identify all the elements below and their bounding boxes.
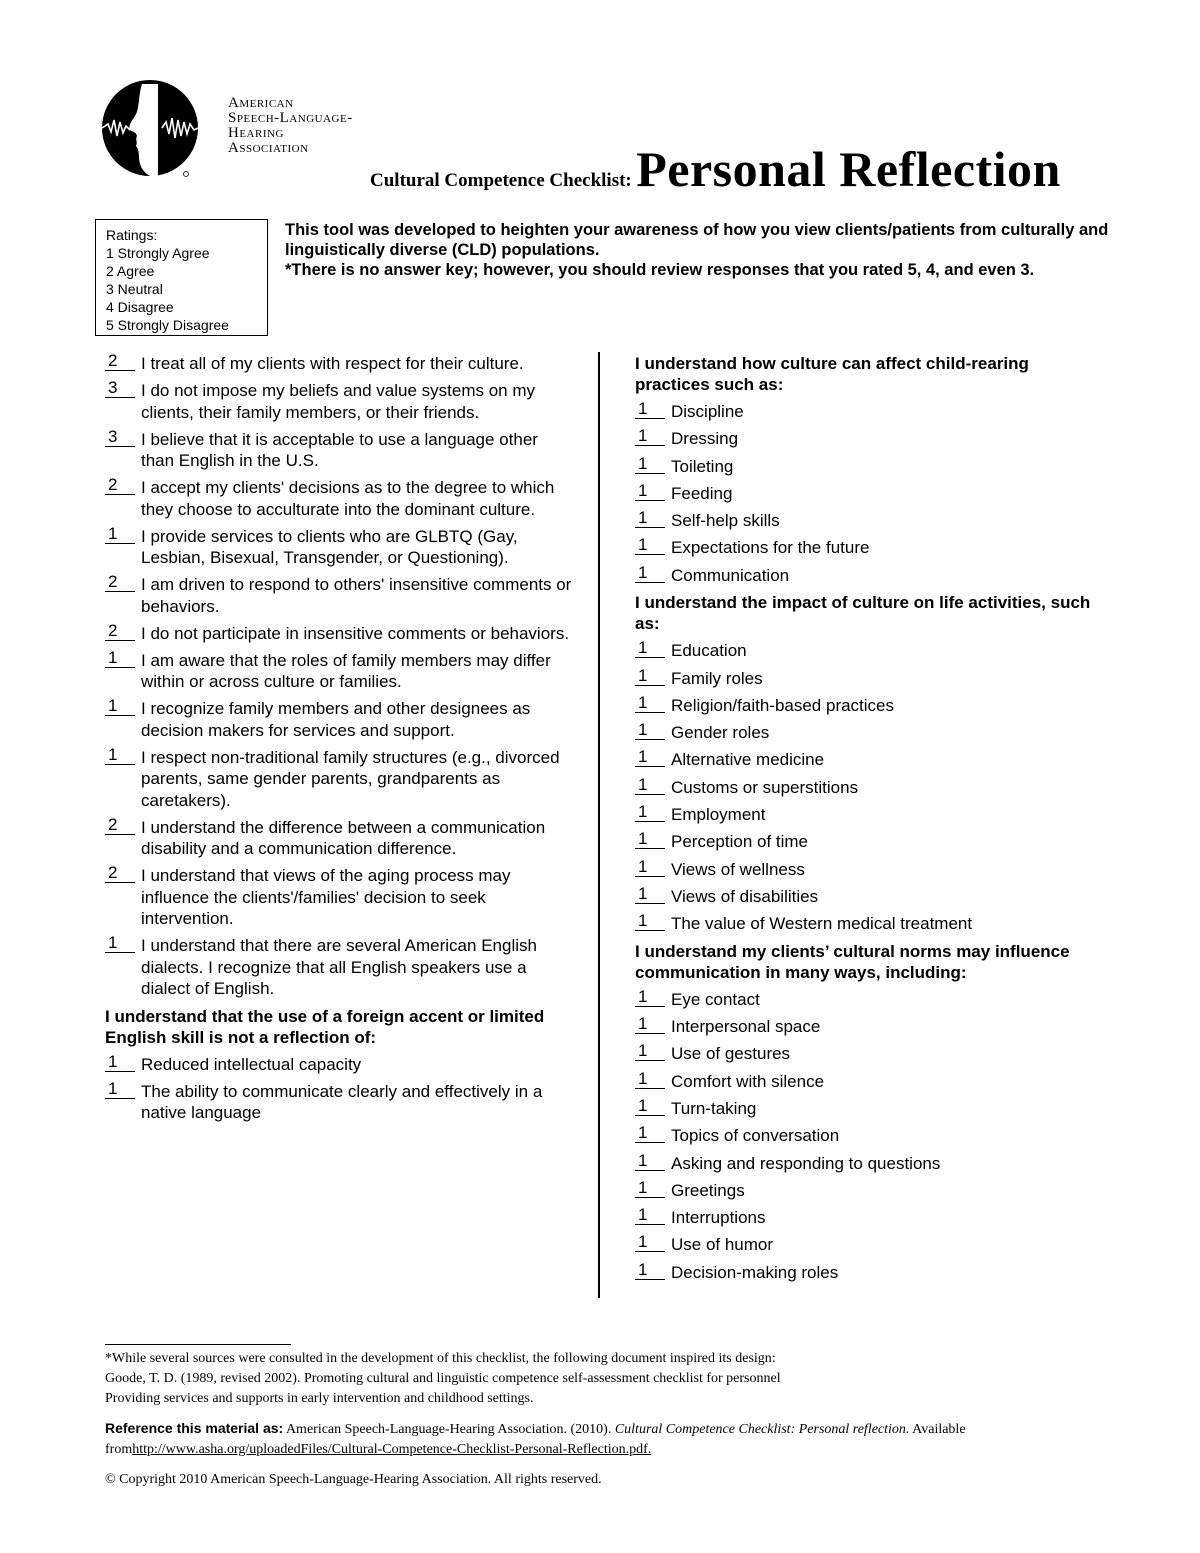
checklist-item: [635, 665, 1105, 690]
reference-available: Available from: [105, 1422, 966, 1457]
rating-option: 3 Neutral: [106, 281, 163, 297]
checklist-item: [635, 913, 1105, 935]
checklist-item-text: Interruptions: [671, 1208, 766, 1228]
rating-blank[interactable]: 2: [105, 817, 135, 835]
checklist-item-text: Self-help skills: [671, 511, 780, 531]
checklist-item-text: I accept my clients' decisions as to the degree to which they choose to acculturate into the dominant culture.: [141, 478, 555, 519]
left-column: [105, 353, 575, 1129]
checklist-item-text: I understand the difference between a communication disability and a communication difference.: [141, 817, 546, 858]
checklist-item-text: I am aware that the roles of family members may differ within or across culture or families.: [141, 650, 551, 691]
section-heading: I understand the impact of culture on life activities, such as:: [635, 593, 1091, 634]
checklist-item: [635, 1125, 1105, 1147]
rating-blank[interactable]: 2: [105, 574, 135, 592]
checklist-item-text: Use of humor: [671, 1235, 774, 1255]
reference-title: Cultural Competence Checklist: Personal reflection.: [614, 1422, 910, 1437]
rating-blank[interactable]: 1: [635, 1016, 665, 1034]
checklist-item-text: Gender roles: [671, 723, 770, 743]
rating-option: 2 Agree: [106, 263, 155, 279]
footnote: [105, 1349, 1005, 1409]
rating-option: 4 Disagree: [106, 299, 174, 315]
rating-blank[interactable]: 1: [635, 456, 665, 474]
checklist-item-text: Alternative medicine: [671, 750, 825, 770]
checklist-item: [635, 692, 1105, 717]
checklist-item: [105, 620, 575, 645]
checklist-item: [105, 698, 575, 741]
checklist-item: [635, 1016, 1105, 1038]
checklist-item-text: Asking and responding to questions: [671, 1153, 941, 1173]
checklist-item: [635, 986, 1105, 1011]
checklist-item-text: Discipline: [671, 402, 744, 421]
checklist-item: [105, 426, 575, 472]
rating-blank[interactable]: 1: [635, 640, 665, 658]
checklist-item: [635, 804, 1105, 826]
checklist-item-text: I provide services to clients who are GLBTQ (Gay, Lesbian, Bisexual, Transgender, or Questioning).: [141, 526, 518, 567]
rating-blank[interactable]: 1: [105, 1054, 135, 1072]
checklist-item-text: Topics of conversation: [671, 1126, 840, 1146]
rating-blank[interactable]: 2: [105, 623, 135, 641]
checklist-item: [635, 1150, 1105, 1175]
intro-note: *There is no answer key; however, you should review responses that you rated 5, 4, and even 3.: [285, 261, 1035, 279]
checklist-item-text: I respect non-traditional family structures (e.g., divorced parents, same gender parents, grandparents as caretakers).: [141, 747, 560, 810]
checklist-item-text: The ability to communicate clearly and effectively in a native language: [141, 1081, 543, 1122]
checklist-item-text: Interpersonal space: [671, 1017, 821, 1037]
checklist-item-text: Communication: [671, 565, 790, 585]
section-heading: I understand my clients’ cultural norms may influence communication in many ways, including:: [635, 941, 1070, 982]
rating-blank[interactable]: 1: [635, 722, 665, 740]
rating-blank[interactable]: 1: [635, 428, 665, 446]
intro-description: This tool was developed to heighten your awareness of how you view clients/patients from culturally and linguistically diverse (CLD) populations.: [285, 221, 1109, 259]
rating-blank[interactable]: 1: [105, 526, 135, 544]
checklist-item: [635, 1259, 1105, 1284]
checklist-item-text: Customs or superstitions: [671, 777, 859, 797]
page-title: [370, 140, 1130, 198]
checklist-item: [635, 453, 1105, 478]
rating-option: 5 Strongly Disagree: [106, 317, 229, 333]
checklist-item-text: Perception of time: [671, 832, 809, 852]
ratings-heading: Ratings:: [106, 227, 158, 243]
checklist-item-text: Greetings: [671, 1180, 745, 1200]
rating-blank[interactable]: 1: [635, 483, 665, 501]
checklist-item: [635, 1207, 1105, 1229]
rating-blank[interactable]: 1: [635, 1153, 665, 1171]
org-name-line: American: [228, 95, 294, 111]
checklist-item-text: I understand that there are several American English dialects. I recognize that all English speakers use a dialect of English.: [141, 936, 537, 998]
checklist-title: Personal Reflection: [636, 141, 1061, 197]
checklist-item-text: I am driven to respond to others' insensitive comments or behaviors.: [141, 575, 572, 616]
checklist-item: [105, 647, 575, 693]
reference-citation: [105, 1418, 1105, 1460]
checklist-item-text: Eye contact: [671, 989, 760, 1009]
checklist-item: [635, 1177, 1105, 1202]
rating-blank[interactable]: 3: [105, 429, 135, 447]
checklist-item: [635, 1068, 1105, 1093]
rating-blank[interactable]: 1: [635, 1262, 665, 1280]
checklist-item-text: Religion/faith-based practices: [671, 695, 895, 715]
rating-blank[interactable]: 1: [105, 698, 135, 716]
footnote-line: Goode, T. D. (1989, revised 2002). Promoting cultural and linguistic competence self-assessment checklist for personnel: [105, 1371, 781, 1386]
footnote-rule: [105, 1344, 291, 1345]
checklist-item: [635, 640, 1105, 662]
rating-blank[interactable]: 1: [635, 804, 665, 822]
checklist-item: [635, 856, 1105, 881]
rating-blank[interactable]: 1: [105, 1081, 135, 1099]
rating-blank[interactable]: 1: [635, 1098, 665, 1116]
checklist-item-text: Family roles: [671, 668, 763, 688]
copyright-notice: © Copyright 2010 American Speech-Language-Hearing Association. All rights reserved.: [105, 1472, 602, 1487]
checklist-item: [635, 562, 1105, 587]
checklist-item: [635, 774, 1105, 799]
rating-blank[interactable]: 1: [635, 859, 665, 877]
checklist-item: [105, 477, 575, 520]
rating-blank[interactable]: 1: [635, 668, 665, 686]
checklist-item: [635, 749, 1105, 771]
rating-blank[interactable]: 1: [635, 749, 665, 767]
checklist-item-text: I do not impose my beliefs and value systems on my clients, their family members, or their friends.: [141, 381, 536, 422]
checklist-item: [635, 722, 1105, 744]
rating-blank[interactable]: 2: [105, 353, 135, 371]
checklist-item: [105, 523, 575, 569]
checklist-item: [635, 831, 1105, 853]
org-name-line: Speech-Language-: [228, 110, 353, 126]
checklist-item: [635, 401, 1105, 423]
checklist-item: [635, 510, 1105, 532]
rating-blank[interactable]: 1: [635, 537, 665, 555]
checklist-item: [105, 744, 575, 812]
checklist-item-text: I believe that it is acceptable to use a language other than English in the U.S.: [141, 429, 538, 470]
rating-blank[interactable]: 1: [635, 913, 665, 931]
checklist-item-text: I treat all of my clients with respect for their culture.: [141, 354, 524, 373]
rating-blank[interactable]: 1: [635, 401, 665, 419]
checklist-item-text: Education: [671, 641, 747, 661]
checklist-item-text: Decision-making roles: [671, 1262, 839, 1282]
intro-text: [285, 220, 1115, 280]
rating-option: 1 Strongly Agree: [106, 245, 210, 261]
rating-blank[interactable]: 1: [635, 695, 665, 713]
checklist-item-text: I understand that views of the aging process may influence the clients'/families' decision to seek intervention.: [141, 866, 511, 928]
reference-link[interactable]: http://www.asha.org/uploadedFiles/Cultural-Competence-Checklist-Personal-Reflection.pdf.: [132, 1442, 652, 1457]
org-name-line: Association: [228, 140, 309, 156]
rating-blank[interactable]: 1: [635, 1180, 665, 1198]
rating-blank[interactable]: 1: [635, 565, 665, 583]
org-name-line: Hearing: [228, 125, 284, 141]
checklist-item-text: Views of wellness: [671, 859, 805, 879]
asha-logo-emblem: [100, 78, 212, 178]
rating-blank[interactable]: 1: [635, 831, 665, 849]
checklist-item: [635, 480, 1105, 505]
footnote-line: Providing services and supports in early intervention and childhood settings.: [105, 1391, 534, 1406]
rating-blank[interactable]: 1: [635, 1125, 665, 1143]
checklist-item-text: The value of Western medical treatment: [671, 914, 973, 934]
checklist-item-text: Use of gestures: [671, 1044, 791, 1064]
rating-blank[interactable]: 1: [635, 1234, 665, 1252]
right-column: [635, 353, 1105, 1289]
checklist-item: [635, 883, 1105, 908]
checklist-item: [105, 1078, 575, 1124]
rating-blank[interactable]: 1: [105, 650, 135, 668]
org-name: [228, 96, 353, 156]
footnote-line: *While several sources were consulted in the development of this checklist, the following document inspired its design:: [105, 1351, 776, 1366]
checklist-item: [635, 1234, 1105, 1256]
checklist-item: [105, 935, 575, 1000]
rating-blank[interactable]: 1: [635, 777, 665, 795]
checklist-item: [635, 537, 1105, 559]
checklist-item: [635, 428, 1105, 450]
checklist-item: [105, 814, 575, 860]
checklist-item-text: Reduced intellectual capacity: [141, 1054, 362, 1074]
rating-blank[interactable]: 3: [105, 380, 135, 398]
checklist-item-text: Employment: [671, 805, 766, 825]
checklist-item: [105, 1051, 575, 1076]
rating-blank[interactable]: 2: [105, 865, 135, 883]
reference-label: Reference this material as:: [105, 1420, 284, 1436]
checklist-item-text: Views of disabilities: [671, 886, 819, 906]
rating-blank[interactable]: 1: [635, 886, 665, 904]
checklist-item: [635, 1043, 1105, 1065]
section-heading: I understand how culture can affect child-rearing practices such as:: [635, 354, 1029, 394]
column-divider: [598, 352, 600, 1298]
ratings-legend: [95, 219, 268, 336]
section-heading: I understand that the use of a foreign accent or limited English skill is not a reflection of:: [105, 1006, 545, 1047]
checklist-item-text: Expectations for the future: [671, 538, 870, 558]
checklist-item: [105, 353, 575, 375]
rating-blank[interactable]: 1: [635, 989, 665, 1007]
checklist-item: [105, 865, 575, 930]
checklist-item: [635, 1095, 1105, 1120]
rating-blank[interactable]: 2: [105, 477, 135, 495]
rating-blank[interactable]: 1: [635, 1071, 665, 1089]
asha-logo: [100, 78, 353, 178]
reference-text: American Speech-Language-Hearing Association. (2010).: [285, 1422, 612, 1437]
checklist-subtitle: Cultural Competence Checklist:: [370, 170, 632, 191]
checklist-item-text: Dressing: [671, 429, 739, 449]
rating-blank[interactable]: 1: [635, 510, 665, 528]
checklist-item-text: Comfort with silence: [671, 1071, 825, 1091]
checklist-item: [105, 574, 575, 617]
checklist-item-text: Feeding: [671, 483, 733, 503]
checklist-item-text: I do not participate in insensitive comments or behaviors.: [141, 623, 570, 643]
checklist-item-text: I recognize family members and other designees as decision makers for services and support.: [141, 699, 531, 740]
rating-blank[interactable]: 1: [635, 1207, 665, 1225]
checklist-item-text: Turn-taking: [671, 1098, 757, 1118]
rating-blank[interactable]: 1: [105, 935, 135, 953]
rating-blank[interactable]: 1: [635, 1043, 665, 1061]
rating-blank[interactable]: 1: [105, 747, 135, 765]
checklist-item: [105, 380, 575, 423]
checklist-item-text: Toileting: [671, 456, 734, 476]
